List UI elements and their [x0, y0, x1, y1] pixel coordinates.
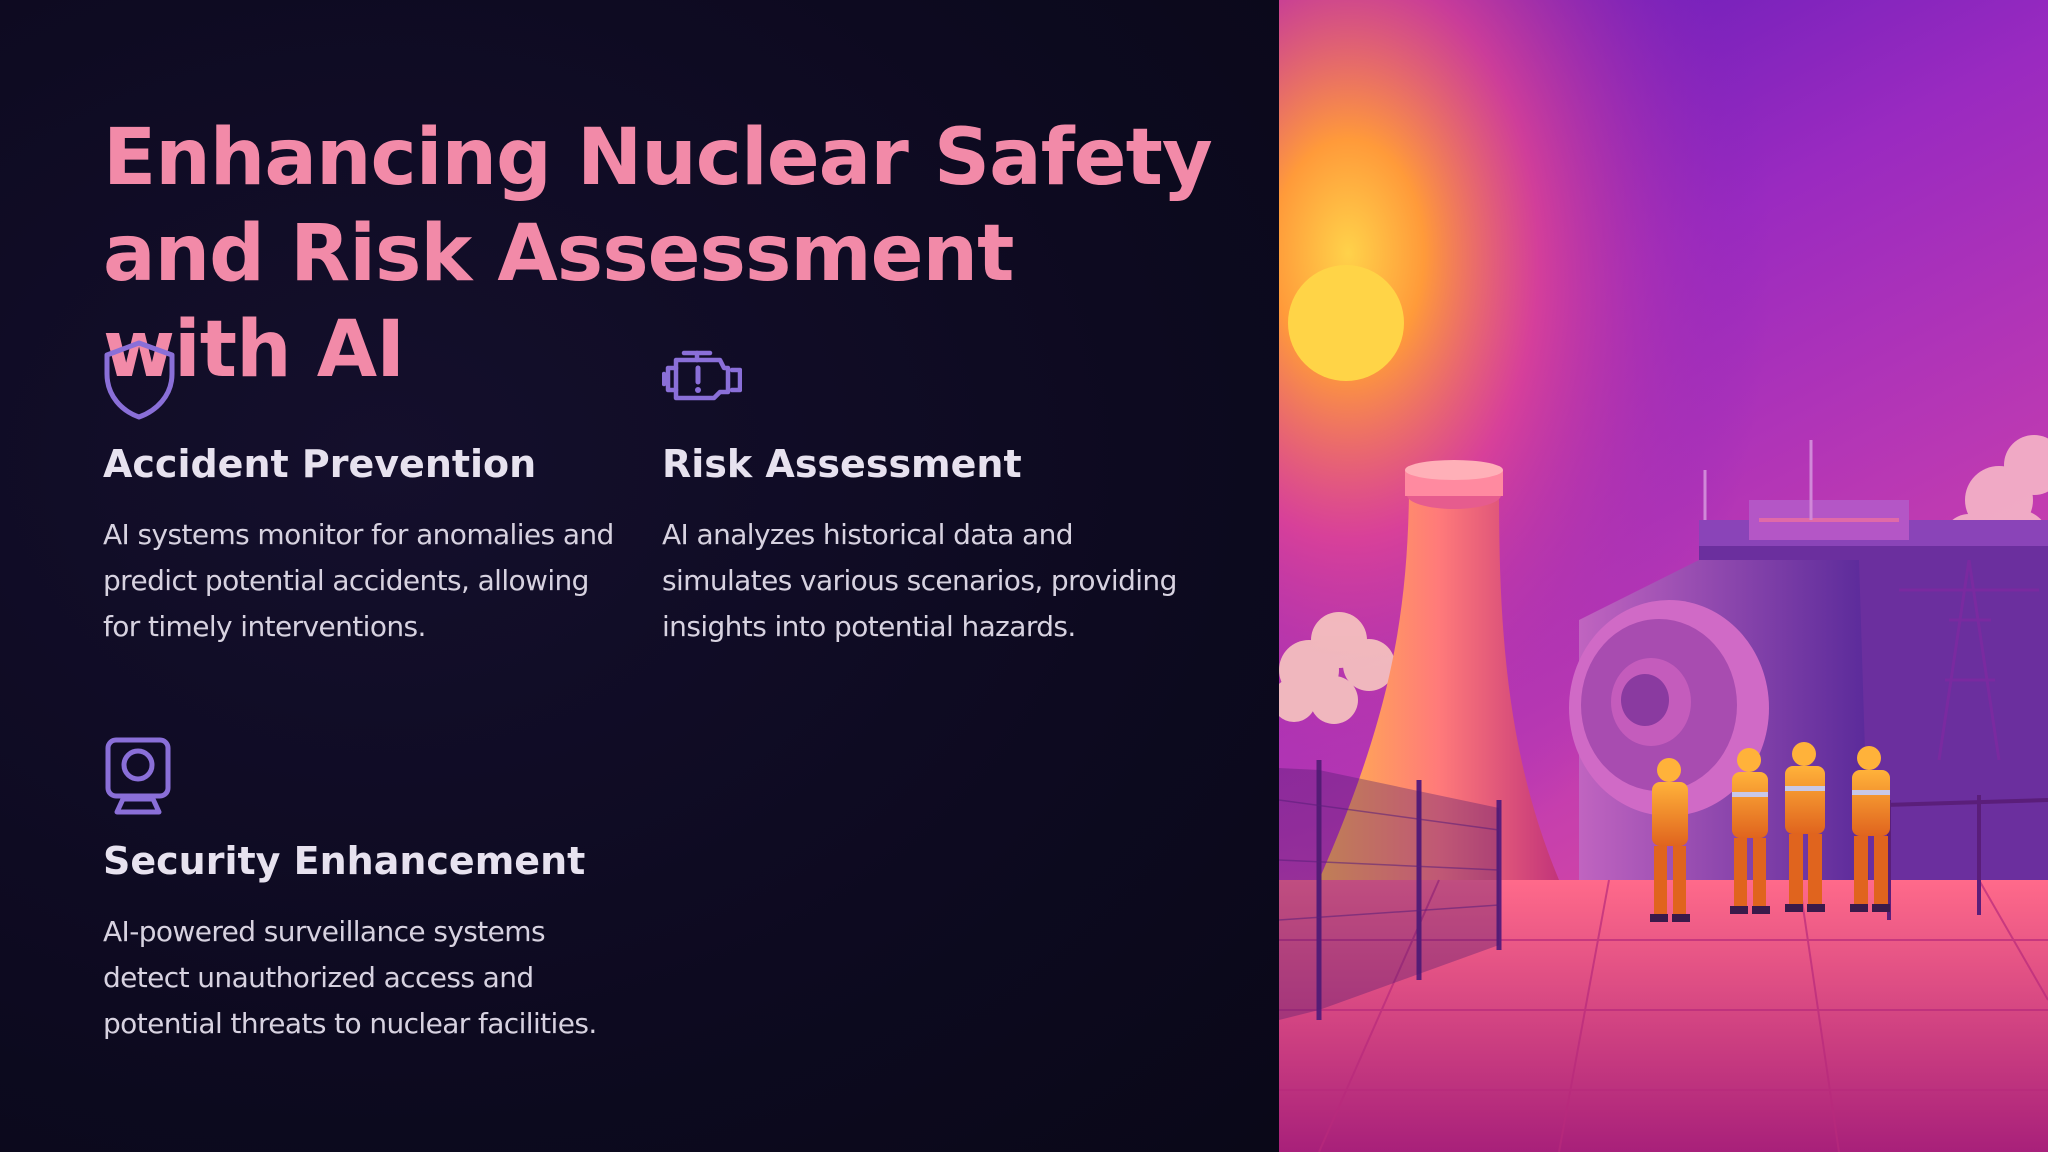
- title-line-1: Enhancing Nuclear Safety: [103, 113, 1212, 203]
- feature-description: AI-powered surveillance systems detect unauthorized access and potential threats to nuclear facilities.: [103, 915, 597, 1040]
- surveillance-camera-icon: [103, 737, 183, 817]
- shield-icon: [103, 340, 183, 420]
- nuclear-plant-illustration: [1279, 0, 2048, 1152]
- title-line-2: and Risk Assessment with AI: [103, 209, 1014, 395]
- feature-description: AI systems monitor for anomalies and predict potential accidents, allowing for timely interventions.: [103, 518, 614, 643]
- feature-description: AI analyzes historical data and simulates various scenarios, providing insights into potential hazards.: [662, 518, 1177, 643]
- feature-heading: Security Enhancement: [103, 839, 586, 883]
- feature-heading: Accident Prevention: [103, 442, 537, 486]
- feature-heading: Risk Assessment: [662, 442, 1022, 486]
- engine-warning-icon: [662, 340, 742, 420]
